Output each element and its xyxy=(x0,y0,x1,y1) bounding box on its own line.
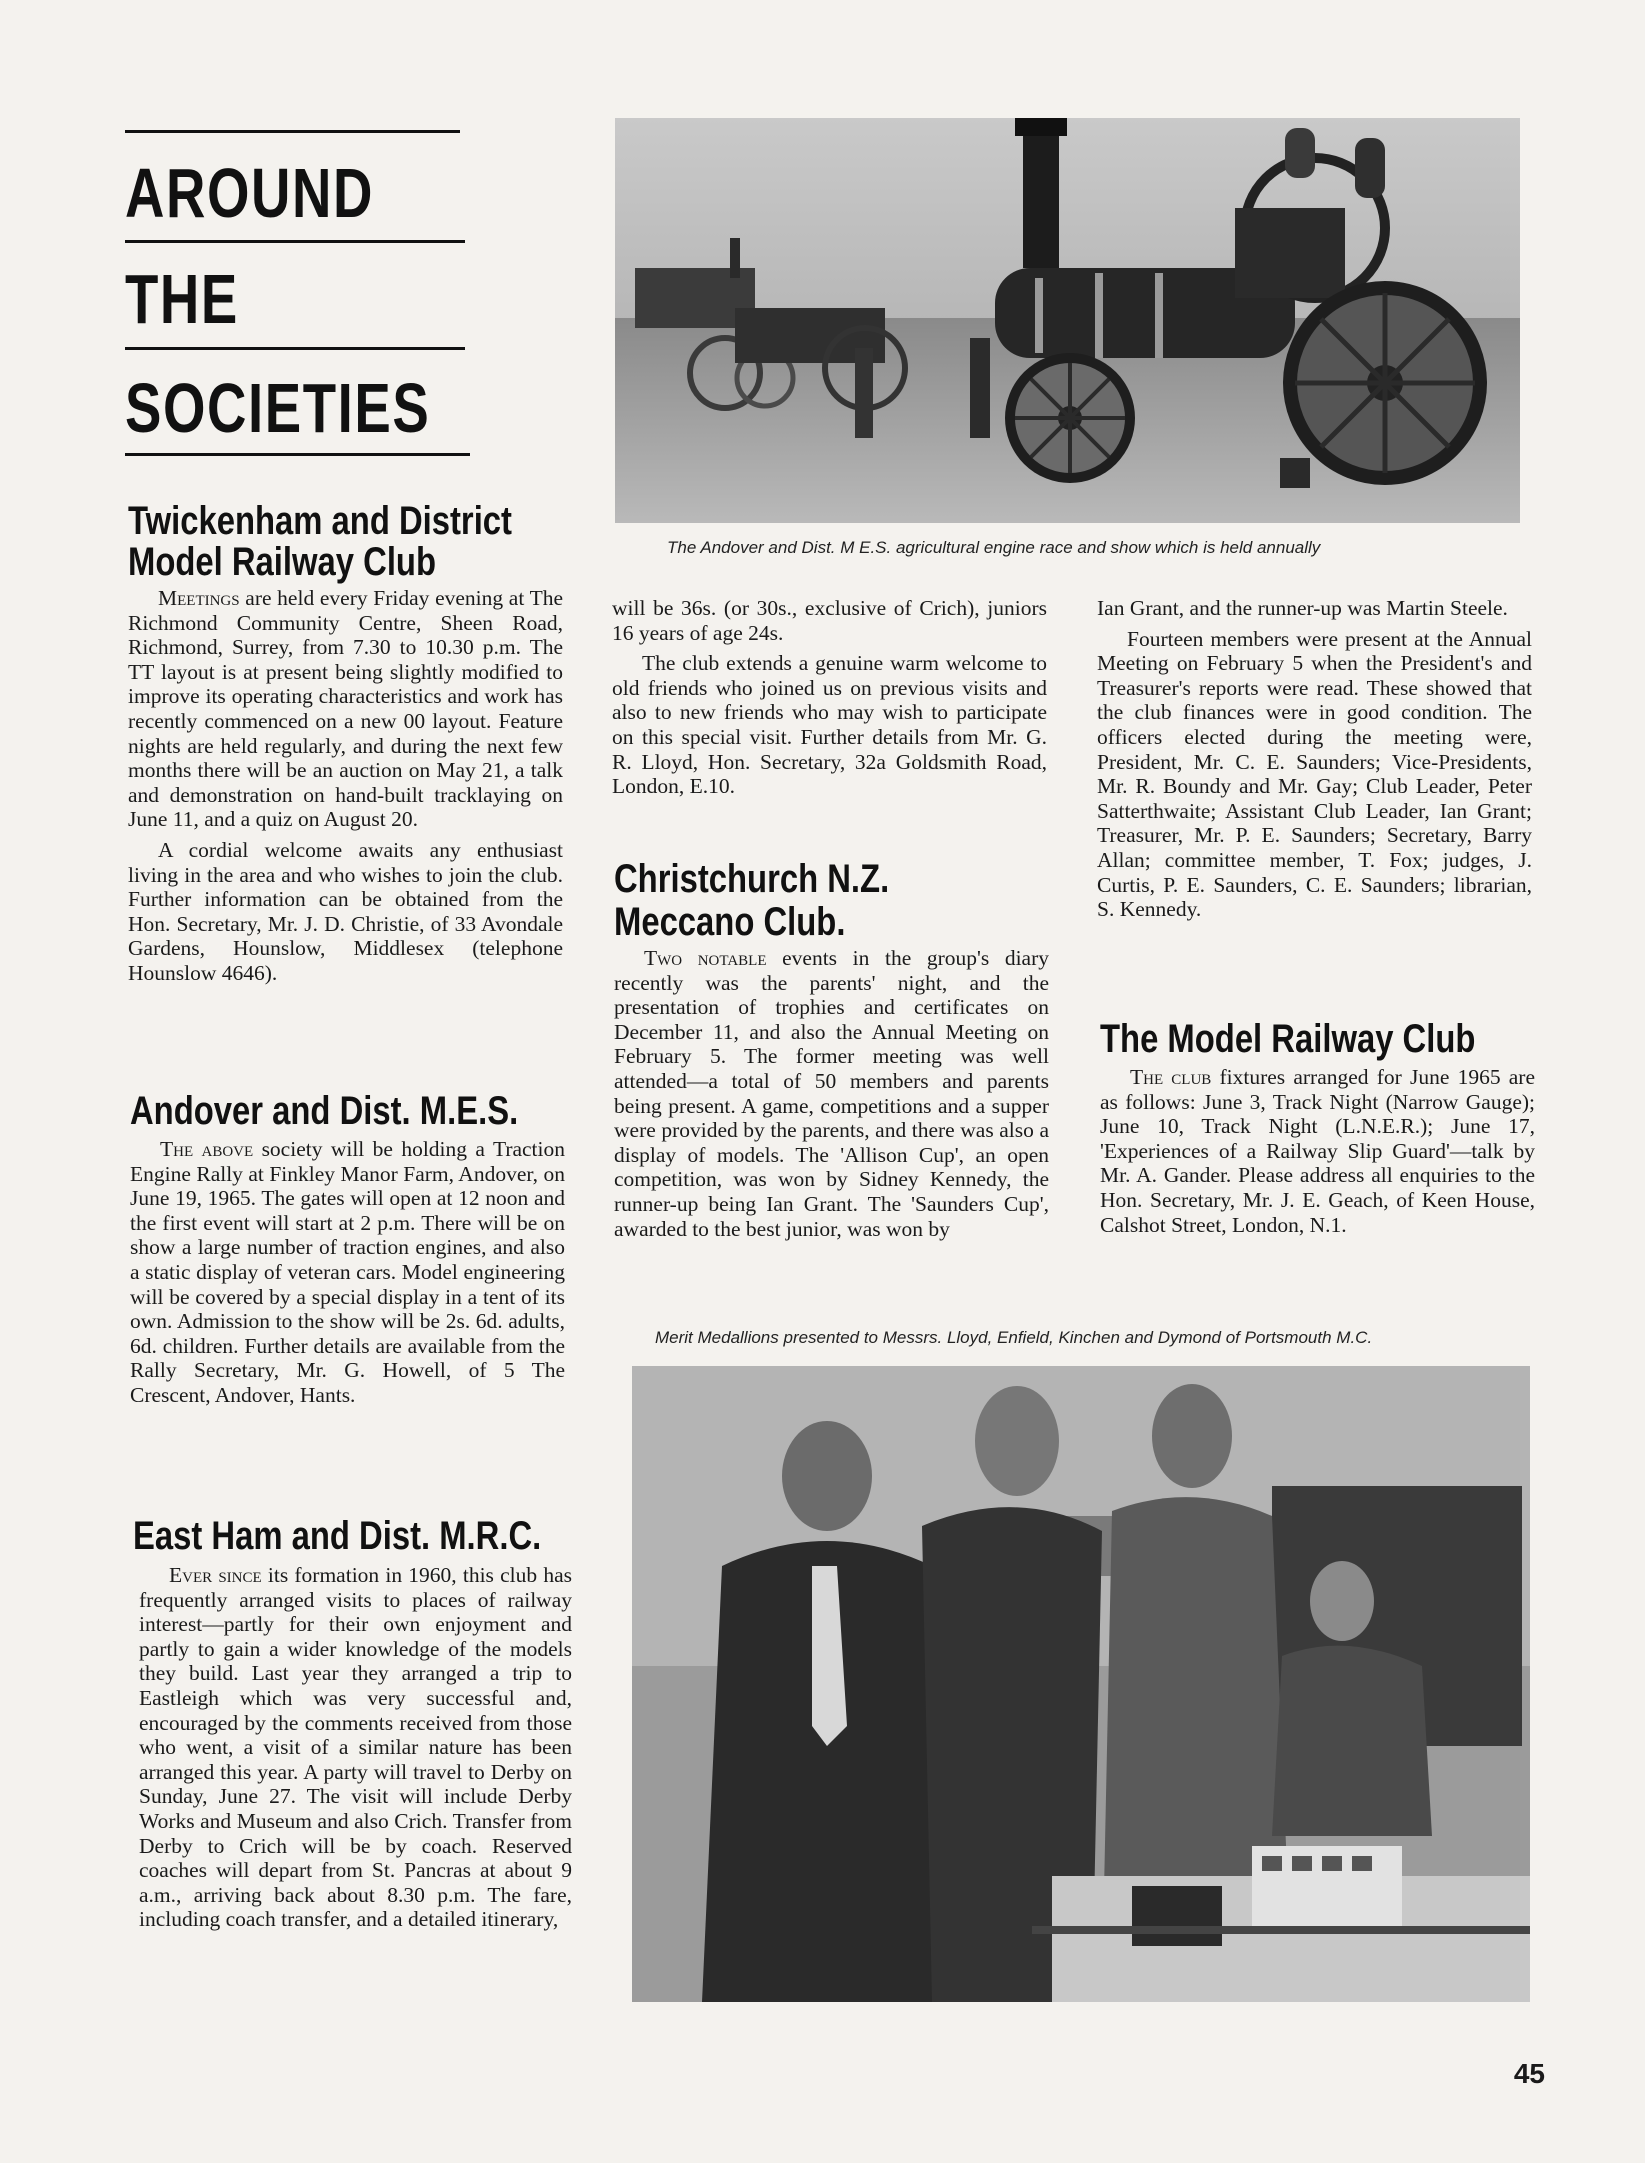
christchurch-text-1: events in the group's diary recently was the parents' night, and the presentation of trophies and certificates on December 11, and also the Annual Meeting on February 5. The former meeting was well attended—a total of 50 members and parents being present. A game, competitions and a supper were provided by the parents, and there was also a display of models. The 'Allison Cup', an open competition, was won by Sidney Kennedy, the runner-up being Ian Grant. The 'Saunders Cup', awarded to the best junior, was won by xyxy=(614,946,1050,1241)
modelrailway-lead-in: The club xyxy=(1130,1065,1212,1089)
engine-photo-caption: The Andover and Dist. M E.S. agricultural engine race and show which is held annually xyxy=(667,538,1321,557)
twickenham-lead-in: Meetings xyxy=(158,586,240,610)
modelrailway-heading: The Model Railway Club xyxy=(1100,1017,1476,1061)
christchurch-paragraph-1 xyxy=(614,946,1049,1241)
medallion-presentation-photo xyxy=(632,1366,1530,2002)
christchurch-continued-paragraph-1: Ian Grant, and the runner-up was Martin Steele. xyxy=(1097,596,1508,620)
eastham-continued-paragraph-2: The club extends a genuine warm welcome to old friends who joined us on previous visits and also to new friends who may wish to participate on this special visit. Further details from Mr. G. R. Lloyd, Hon. Secretary, 32a Goldsmith Road, London, E.10. xyxy=(612,651,1047,799)
twickenham-heading-line-2: Model Railway Club xyxy=(128,540,436,584)
andover-lead-in: The above xyxy=(160,1137,254,1161)
medallion-photo-caption: Merit Medallions presented to Messrs. Lloyd, Enfield, Kinchen and Dymond of Portsmouth M.C. xyxy=(655,1328,1373,1347)
eastham-lead-in: Ever since xyxy=(169,1563,262,1587)
eastham-text-1: its formation in 1960, this club has frequently arranged visits to places of railway interest—partly for their own enjoyment and partly to gain a wider knowledge of the models they build. Last year they arranged a trip to Eastleigh which was very successful and, encouraged by the comments received from those who went, a visit of a similar nature has been arranged this year. A party will travel to Derby on Sunday, June 27. The visit will include Derby Works and Museum and also Crich. Transfer from Derby to Crich will be by coach. Reserved coaches will depart from St. Pancras at about 9 a.m., arriving back about 8.30 p.m. The fare, including coach transfer, and a detailed itinerary, xyxy=(139,1563,572,1932)
page-number: 45 xyxy=(1513,2058,1545,2089)
masthead-line-3: SOCIETIES xyxy=(125,369,431,447)
twickenham-heading-line-1: Twickenham and District xyxy=(128,499,512,543)
twickenham-body xyxy=(128,586,563,992)
christchurch-continued-paragraph-2: Fourteen members were present at the Annual Meeting on February 5 when the President's and Treasurer's reports were read. These showed that the club finances were in good condition. The officers elected during the meeting were, President, Mr. C. E. Saunders; Vice-Presidents, Mr. R. Boundy and Mr. Gay; Club Leader, Peter Satterthwaite; Assistant Club Leader, Ian Grant; Treasurer, Mr. P. E. Saunders; Secretary, Barry Allan; committee member, T. Fox; judges, J. Curtis, P. E. Saunders, C. E. Saunders; librarian, S. Kennedy. xyxy=(1097,626,1532,922)
masthead-rule-1 xyxy=(125,240,465,243)
masthead-rule-2 xyxy=(125,347,465,350)
masthead-line-1: AROUND xyxy=(125,154,374,232)
christchurch-heading-line-1: Christchurch N.Z. xyxy=(614,857,890,901)
christchurch-body xyxy=(614,946,1049,1247)
masthead-line-2: THE xyxy=(125,260,239,338)
andover-heading: Andover and Dist. M.E.S. xyxy=(130,1089,519,1133)
masthead-rule-bottom xyxy=(125,453,470,456)
modelrailway-paragraph-1 xyxy=(1100,1065,1535,1237)
eastham-heading: East Ham and Dist. M.R.C. xyxy=(133,1514,542,1558)
twickenham-paragraph-1 xyxy=(128,586,563,832)
eastham-body xyxy=(139,1563,572,1938)
modelrailway-text-1: fixtures arranged for June 1965 are as follows: June 3, Track Night (Narrow Gauge); June 10, Track Night (L.N.E.R.); June 17, 'Experiences of a Railway Slip Guard'—talk by Mr. A. Gander. Please address all enquiries to the Hon. Secretary, Mr. J. E. Geach, of Keen House, Calshot Street, London, N.1. xyxy=(1100,1065,1535,1237)
andover-body xyxy=(130,1137,565,1414)
eastham-continued-paragraph-1: will be 36s. (or 30s., exclusive of Crich), juniors 16 years of age 24s. xyxy=(612,596,1047,645)
twickenham-text-1: are held every Friday evening at The Richmond Community Centre, Sheen Road, Richmond, Surrey, from 7.30 to 10.30 p.m. The TT layout is at present being slightly modified to improve its operating characteristics and work has recently commenced on a new 00 layout. Feature nights are held regularly, and during the next few months there will be an auction on May 21, a talk and demonstration on hand-built tracklaying on June 11, and a quiz on August 20. xyxy=(128,586,563,832)
andover-text-1: society will be holding a Traction Engine Rally at Finkley Manor Farm, Andover, on June 19, 1965. The gates will open at 12 noon and the first event will start at 2 p.m. There will be on show a large number of traction engines, and also a static display of veteran cars. Model engineering will be covered by a special display in a tent of its own. Admission to the show will be 2s. 6d. adults, 6d. children. Further details are available from the Rally Secretary, Mr. G. Howell, of 5 The Crescent, Andover, Hants. xyxy=(130,1137,566,1407)
christchurch-continued xyxy=(1097,596,1532,928)
eastham-continued xyxy=(612,596,1047,805)
modelrailway-body xyxy=(1100,1065,1535,1243)
christchurch-lead-in: Two notable xyxy=(644,946,767,970)
traction-engine-photo xyxy=(615,118,1520,523)
christchurch-heading-line-2: Meccano Club. xyxy=(614,900,846,944)
eastham-paragraph-1 xyxy=(139,1563,572,1932)
masthead-rule-top xyxy=(125,130,460,133)
twickenham-paragraph-2: A cordial welcome awaits any enthusiast living in the area and who wishes to join the club. Further information can be obtained from the Hon. Secretary, Mr. J. D. Christie, of 33 Avondale Gardens, Hounslow, Middlesex (telephone Hounslow 4646). xyxy=(128,837,563,985)
andover-paragraph-1 xyxy=(130,1137,565,1408)
